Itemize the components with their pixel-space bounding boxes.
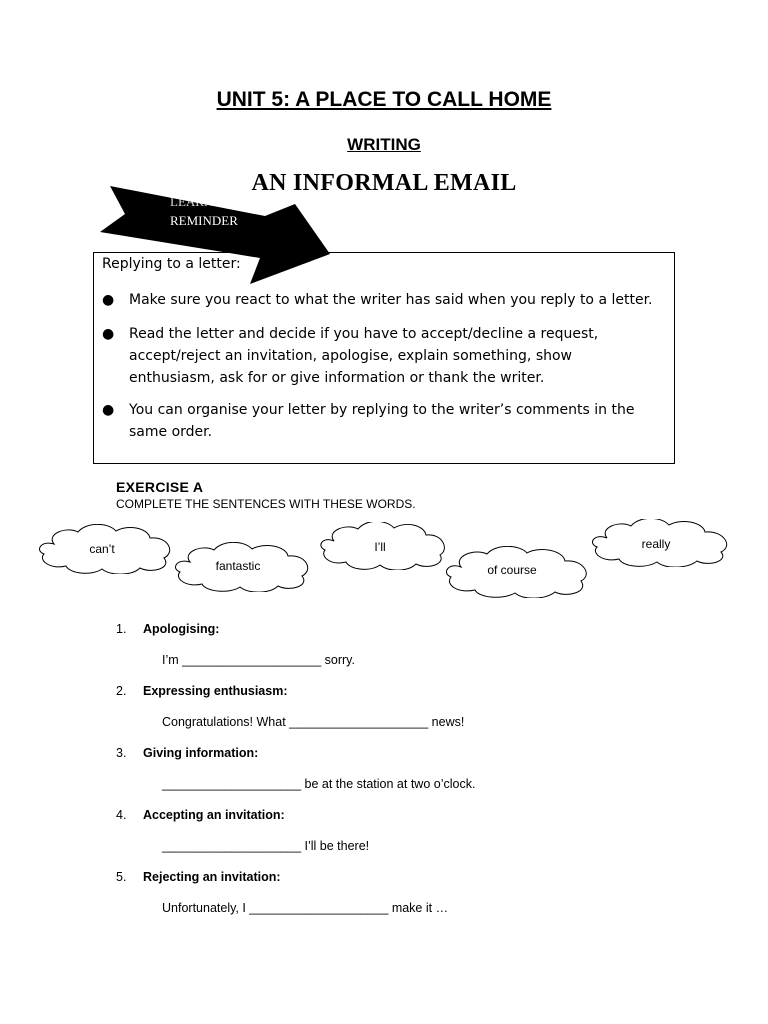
word-cloud-label: really — [641, 537, 671, 551]
arrow-label-line1: LEARNING — [170, 194, 237, 209]
item-number: 4. — [116, 808, 127, 822]
main-title: AN INFORMAL EMAIL — [251, 170, 517, 196]
reminder-heading: Replying to a letter: — [102, 256, 241, 272]
tip-item — [102, 399, 662, 445]
bullet-icon: ● — [102, 292, 115, 308]
item-label: Accepting an invitation: — [143, 808, 285, 822]
tip-item — [102, 323, 662, 393]
tip-text: Read the letter and decide if you have to accept/decline a request, accept/reject an invitation, apologise, explain something, show enthusiasm, ask for or give information or thank the writer. — [129, 326, 599, 386]
item-label: Expressing enthusiasm: — [143, 684, 288, 698]
item-number: 3. — [116, 746, 127, 760]
arrow-label-line2: REMINDER — [170, 213, 238, 228]
item-number: 2. — [116, 684, 127, 698]
tip-text: You can organise your letter by replying to the writer’s comments in the same order. — [129, 402, 635, 440]
item-sentence: I’m ____________________ sorry. — [162, 653, 355, 667]
item-label: Apologising: — [143, 622, 220, 636]
word-cloud-label: of course — [487, 563, 537, 577]
exercise-heading: EXERCISE A — [116, 479, 204, 495]
bullet-icon: ● — [102, 402, 115, 418]
tip-item — [102, 289, 662, 313]
word-cloud-label: I’ll — [374, 540, 386, 554]
item-number: 5. — [116, 870, 127, 884]
word-cloud-label: can’t — [89, 542, 115, 556]
item-sentence: ____________________ be at the station at two o’clock. — [162, 777, 476, 791]
item-label: Giving information: — [143, 746, 259, 760]
exercise-instruction: COMPLETE THE SENTENCES WITH THESE WORDS. — [116, 497, 416, 511]
item-sentence: ____________________ I’ll be there! — [162, 839, 370, 853]
tip-text: Make sure you react to what the writer has said when you reply to a letter. — [129, 292, 653, 308]
unit-title: UNIT 5: A PLACE TO CALL HOME — [216, 88, 552, 111]
item-number: 1. — [116, 622, 127, 636]
word-cloud-label: fantastic — [215, 559, 261, 573]
item-sentence: Unfortunately, I ____________________ make it … — [162, 901, 449, 915]
section-title: WRITING — [347, 135, 421, 154]
item-sentence: Congratulations! What ____________________ news! — [162, 715, 465, 729]
bullet-icon: ● — [102, 326, 115, 342]
item-label: Rejecting an invitation: — [143, 870, 281, 884]
